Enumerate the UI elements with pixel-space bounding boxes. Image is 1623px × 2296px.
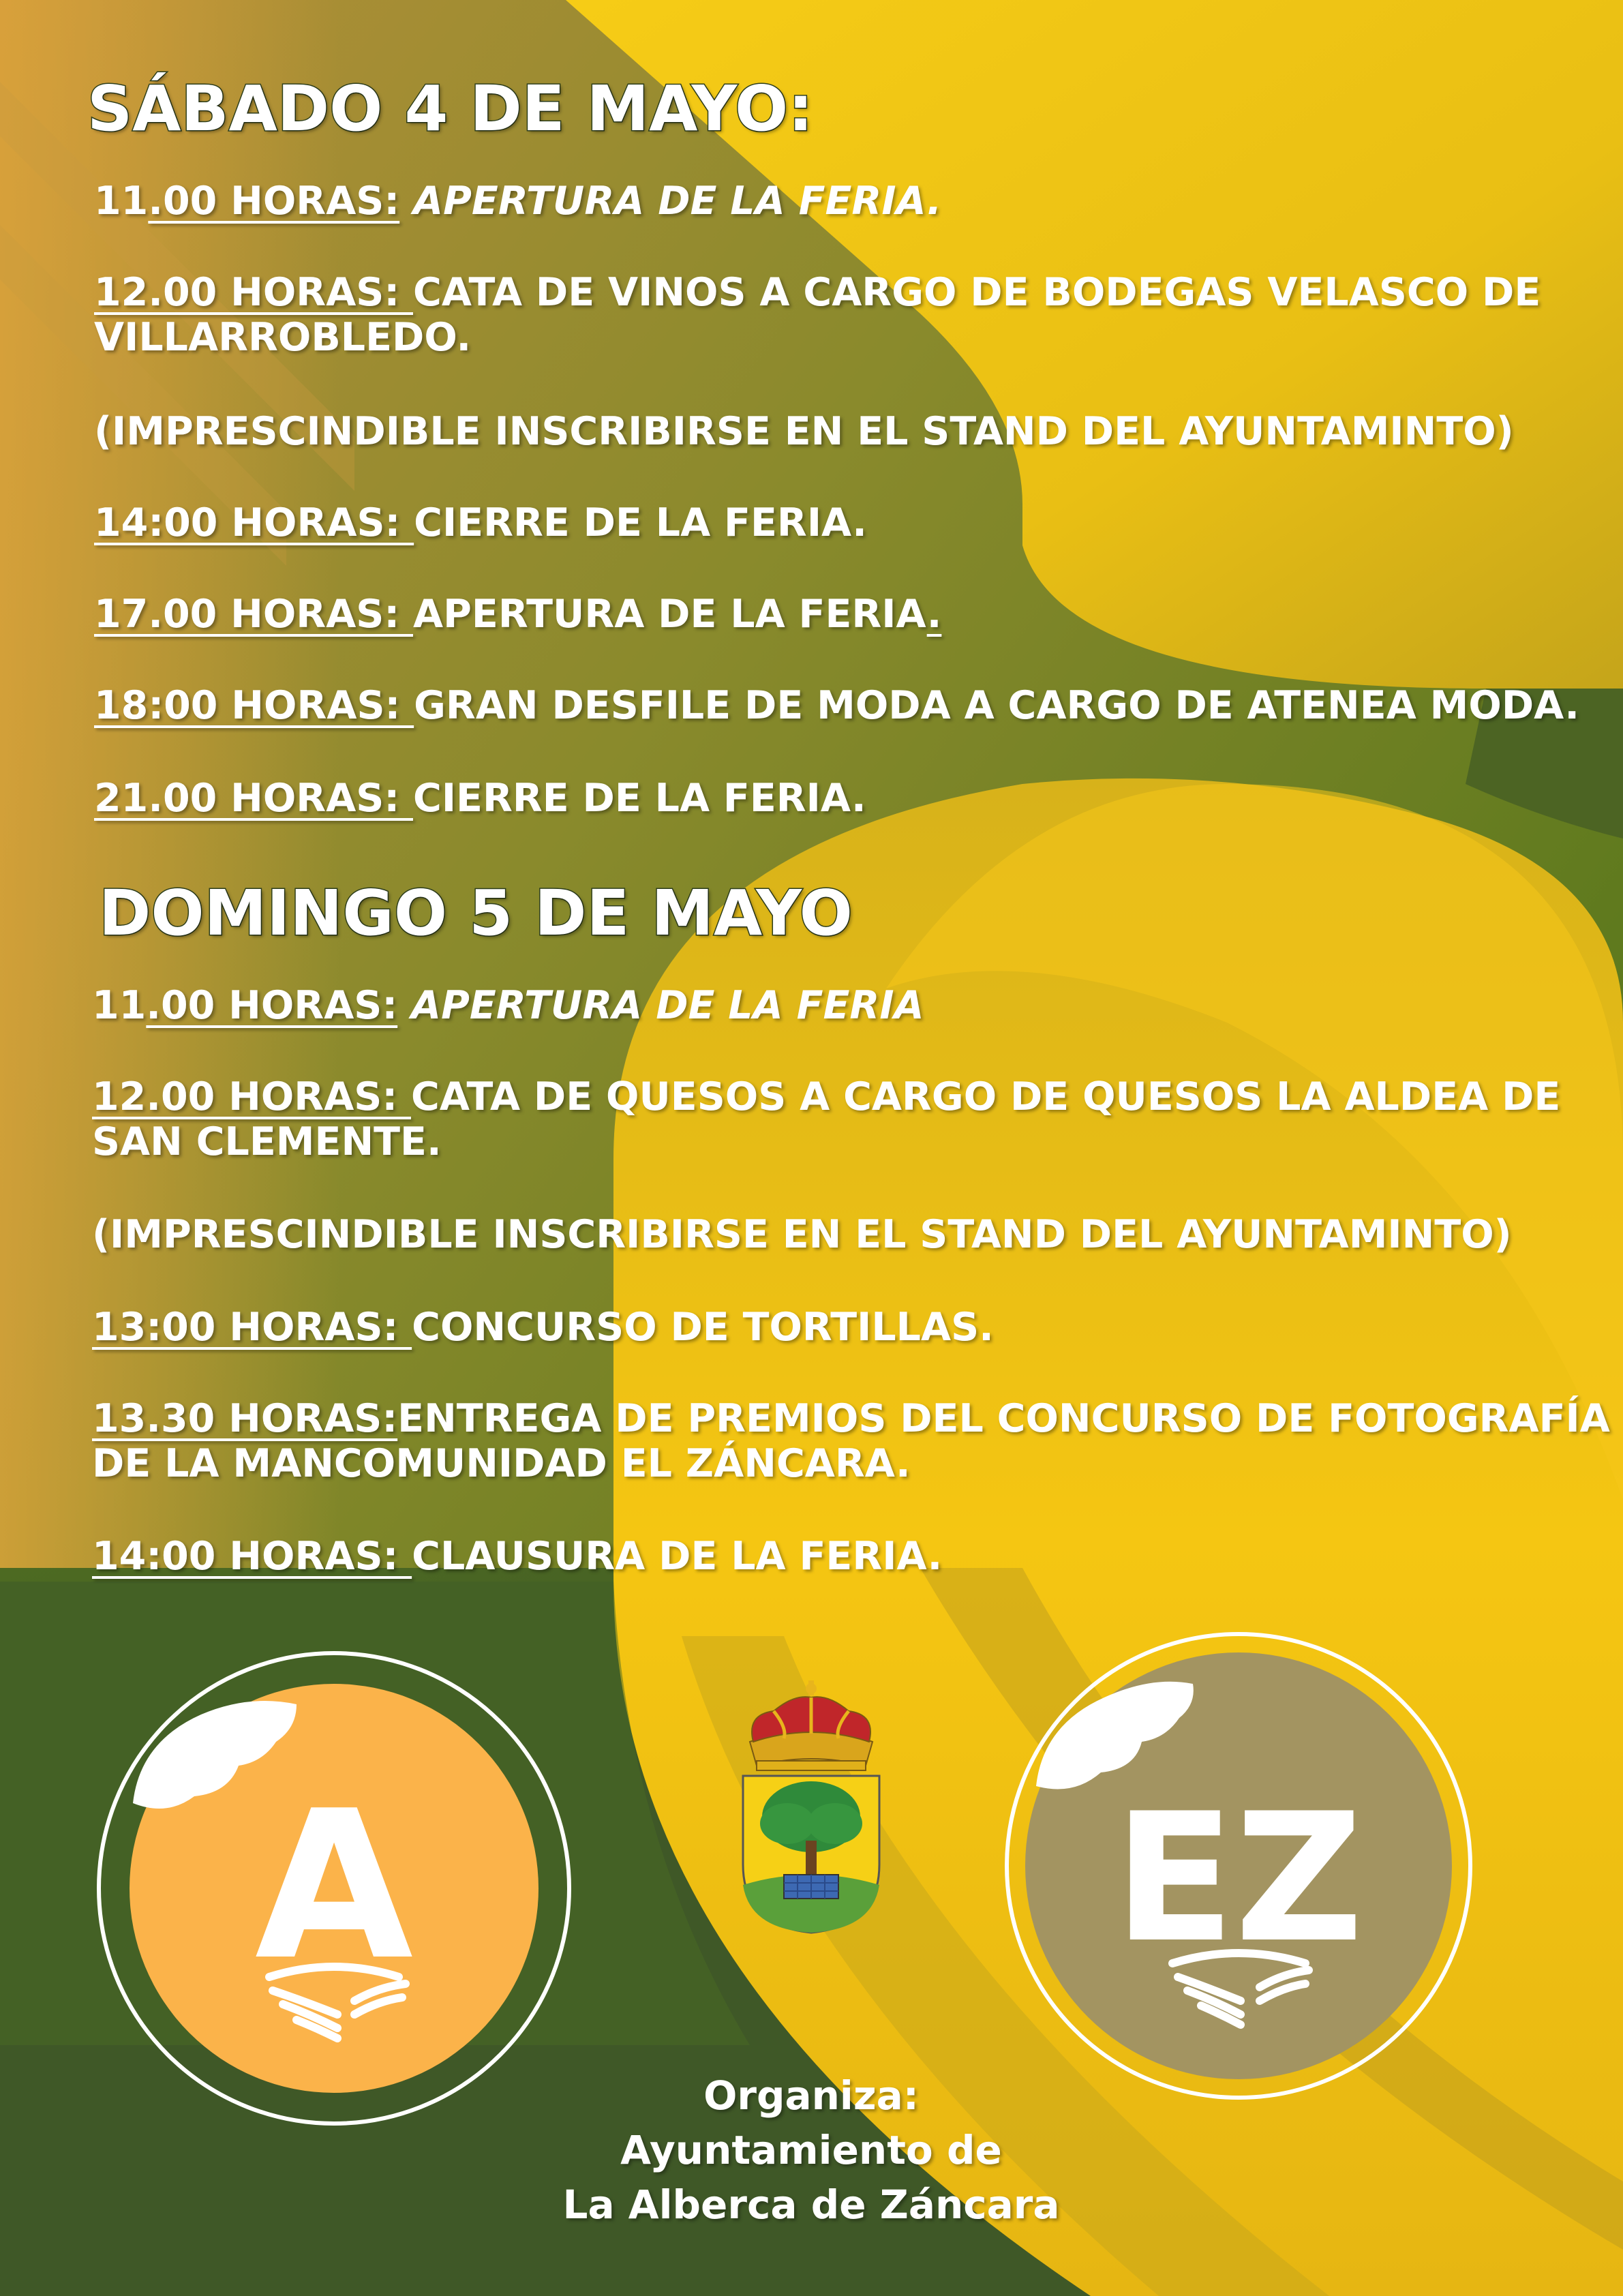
logo-a-badge	[92, 1646, 576, 2130]
item-time: 18:00 HORAS:	[94, 683, 414, 728]
item-description: APERTURA DE LA FERIA.	[399, 179, 942, 224]
sunday-item-1	[92, 983, 924, 1028]
item-description: CIERRE DE LA FERIA.	[414, 500, 867, 545]
logo-ez-badge	[1002, 1629, 1476, 2103]
saturday-registration-note: (IMPRESCINDIBLE INSCRIBIRSE EN EL STAND DEL AYUNTAMINTO)	[94, 409, 1514, 454]
logo-ez-letters: EZ	[1113, 1776, 1364, 1982]
item-time: 12.00 HORAS:	[92, 1074, 411, 1119]
saturday-item-6	[94, 776, 866, 821]
organizer-line-2: La Alberca de Záncara	[562, 2181, 1060, 2228]
logo-a-letter: A	[254, 1767, 414, 2005]
item-description: APERTURA DE LA FERIA	[413, 592, 927, 637]
item-description: CIERRE DE LA FERIA.	[413, 776, 866, 821]
saturday-item-2-continued: VILLARROBLEDO.	[94, 315, 472, 360]
item-time: 12.00 HORAS:	[94, 270, 413, 315]
item-time: .00 HORAS:	[146, 983, 398, 1028]
item-time: 17.00 HORAS:	[94, 592, 413, 637]
item-description: CLAUSURA DE LA FERIA.	[412, 1534, 943, 1579]
saturday-item-2	[94, 270, 1541, 315]
item-time-prefix: 11	[94, 179, 149, 224]
saturday-item-1	[94, 179, 941, 224]
saturday-item-4	[94, 592, 941, 637]
item-time: 13:00 HORAS:	[92, 1305, 412, 1350]
item-time: 13.30 HORAS:	[92, 1396, 398, 1441]
item-time: 21.00 HORAS:	[94, 776, 413, 821]
item-description: CATA DE VINOS A CARGO DE BODEGAS VELASCO DE	[413, 270, 1541, 315]
item-description: ENTREGA DE PREMIOS DEL CONCURSO DE FOTOGRAFÍA	[397, 1396, 1610, 1441]
sunday-registration-note: (IMPRESCINDIBLE INSCRIBIRSE EN EL STAND DEL AYUNTAMINTO)	[92, 1212, 1512, 1257]
item-time: .00 HORAS:	[148, 179, 400, 224]
coat-of-arms-icon	[733, 1680, 890, 1936]
sunday-item-4	[92, 1396, 1610, 1441]
saturday-item-3	[94, 500, 867, 545]
item-description: CATA DE QUESOS A CARGO DE QUESOS LA ALDEA DE	[411, 1074, 1561, 1119]
sunday-heading: DOMINGO 5 DE MAYO	[99, 877, 853, 950]
sunday-item-2-continued: SAN CLEMENTE.	[92, 1119, 442, 1164]
sunday-item-4-continued: DE LA MANCOMUNIDAD EL ZÁNCARA.	[92, 1441, 911, 1486]
item-suffix: .	[926, 592, 942, 637]
saturday-item-5	[94, 683, 1579, 728]
item-time: 14:00 HORAS:	[94, 500, 414, 545]
item-time: 14:00 HORAS:	[92, 1534, 412, 1579]
item-time-prefix: 11	[92, 983, 147, 1028]
organizer-line-1: Ayuntamiento de	[620, 2127, 1002, 2173]
sunday-item-2	[92, 1074, 1560, 1119]
item-description: GRAN DESFILE DE MODA A CARGO DE ATENEA MODA.	[414, 683, 1579, 728]
item-description: APERTURA DE LA FERIA	[397, 983, 924, 1028]
item-description: CONCURSO DE TORTILLAS.	[412, 1305, 994, 1350]
organizer-label: Organiza:	[703, 2072, 919, 2119]
sunday-item-5	[92, 1534, 942, 1579]
sunday-item-3	[92, 1305, 994, 1350]
saturday-heading: SÁBADO 4 DE MAYO:	[87, 72, 813, 145]
